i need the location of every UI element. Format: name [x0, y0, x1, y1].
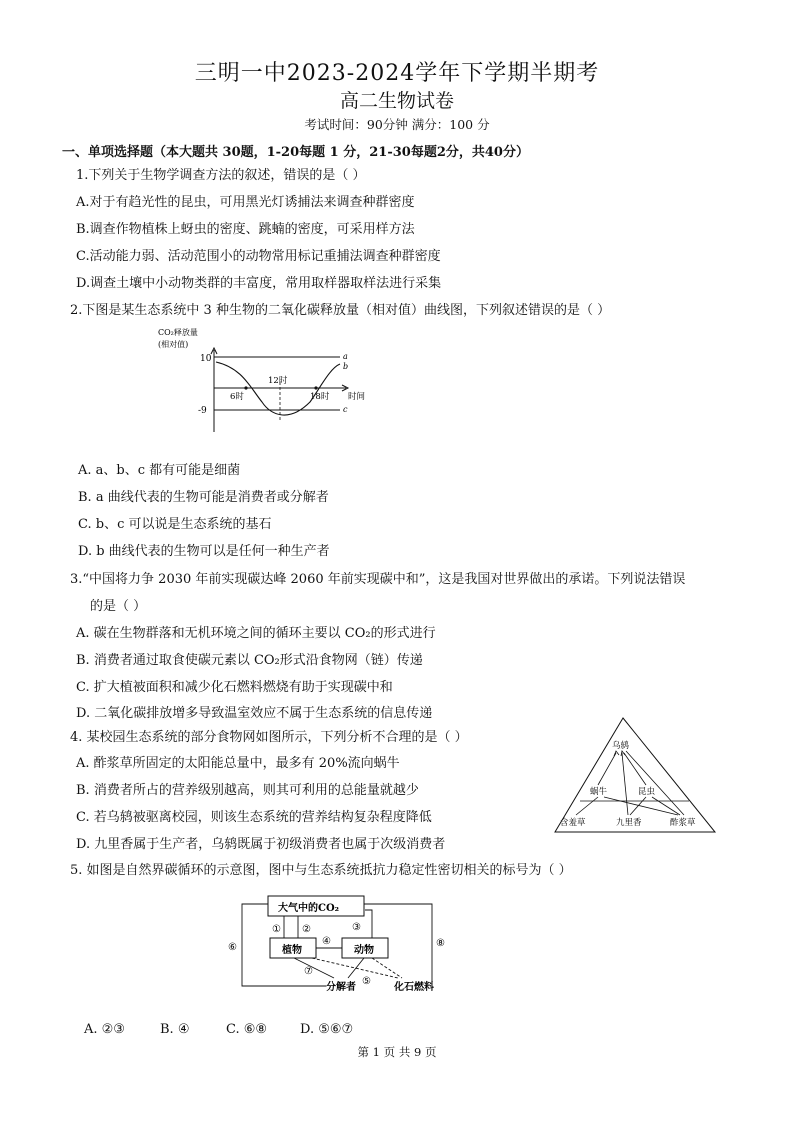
graph-tick-10: 10: [200, 354, 212, 364]
co2-release-graph: [150, 322, 370, 442]
label-animal: 动物: [354, 945, 374, 956]
question-5-option-b: B. ④: [160, 1022, 190, 1037]
marker-8: ⑧: [436, 938, 445, 949]
graph-ylabel-1: CO₂释放量: [158, 328, 198, 337]
question-3-option-c: C. 扩大植被面积和减少化石燃料燃烧有助于实现碳中和: [76, 680, 393, 695]
question-2-option-a: A. a、b、c 都有可能是细菌: [78, 463, 241, 478]
web-label-murraya: 九里香: [616, 818, 642, 828]
curve-b: [216, 362, 340, 415]
marker-2: ②: [302, 924, 311, 935]
question-5-option-a: A. ②③: [84, 1022, 125, 1037]
web-label-oxalis: 酢浆草: [670, 818, 696, 828]
question-2-option-c: C. b、c 可以说是生态系统的基石: [78, 517, 272, 532]
question-5-option-d: D. ⑤⑥⑦: [300, 1022, 354, 1037]
question-2-stem: 2.下图是某生态系统中 3 种生物的二氧化碳释放量（相对值）曲线图，下列叙述错误的是（ ）: [70, 303, 611, 318]
graph-point-6h: [244, 386, 247, 389]
question-3-stem-line1: 3.“中国将力争 2030 年前实现碳达峰 2060 年前实现碳中和”，这是我国对世界做出的承诺。下列说法错误: [70, 572, 686, 587]
graph-xlabel: 时间: [348, 392, 366, 402]
question-2-option-d: D. b 曲线代表的生物可以是任何一种生产者: [78, 544, 330, 559]
marker-6: ⑥: [228, 942, 237, 953]
question-5-stem: 5. 如图是自然界碳循环的示意图，图中与生态系统抵抗力稳定性密切相关的标号为（ ）: [70, 863, 572, 878]
web-label-mimosa: 含羞草: [560, 818, 586, 828]
question-1-option-b: B.调查作物植株上蚜虫的密度、跳蝻的密度，可采用样方法: [76, 222, 415, 237]
question-4-option-a: A. 酢浆草所固定的太阳能总量中，最多有 20%流向蜗牛: [76, 756, 400, 771]
question-3-option-a: A. 碳在生物群落和无机环境之间的循环主要以 CO₂的形式进行: [76, 626, 436, 641]
question-2-option-b: B. a 曲线代表的生物可能是消费者或分解者: [78, 490, 329, 505]
exam-title: 三明一中2023-2024学年下学期半期考: [194, 61, 600, 86]
question-5-option-c: C. ⑥⑧: [226, 1022, 268, 1037]
marker-3: ③: [352, 922, 361, 933]
question-3-stem-line2: 的是（ ）: [90, 599, 147, 614]
section-heading: 一、单项选择题（本大题共 30题，1-20每题 1 分，21-30每题2分，共40分）: [62, 145, 529, 160]
label-plant: 植物: [282, 945, 302, 956]
graph-label-b: b: [343, 362, 349, 371]
question-4-stem: 4. 某校园生态系统的部分食物网如图所示，下列分析不合理的是（ ）: [70, 730, 468, 745]
marker-7: ⑦: [304, 966, 313, 977]
graph-label-6h: 6时: [230, 392, 244, 402]
exam-info: 考试时间：90分钟 满分：100 分: [304, 117, 490, 132]
graph-label-c: c: [343, 405, 348, 414]
food-web-triangle: [555, 718, 715, 832]
web-label-insect: 昆虫: [638, 787, 656, 797]
label-atmosphere: 大气中的CO₂: [278, 903, 340, 914]
graph-label-12h: 12时: [268, 376, 288, 386]
question-1-stem: 1.下列关于生物学调查方法的叙述，错误的是（ ）: [76, 168, 366, 183]
marker-4: ④: [322, 936, 331, 947]
graph-ylabel-2: (相对值): [158, 340, 189, 349]
question-1-option-c: C.活动能力弱、活动范围小的动物常用标记重捕法调查种群密度: [76, 249, 441, 264]
carbon-cycle-diagram: [222, 890, 458, 1000]
page-number: 第 1 页 共 9 页: [357, 1045, 437, 1059]
question-1-option-a: A.对于有趋光性的昆虫，可用黑光灯诱捕法来调查种群密度: [76, 195, 415, 210]
question-4-option-d: D. 九里香属于生产者，乌鸫既属于初级消费者也属于次级消费者: [76, 837, 446, 852]
marker-1: ①: [272, 924, 281, 935]
label-fossil-fuel: 化石燃料: [394, 982, 434, 993]
graph-point-18h: [314, 386, 317, 389]
graph-tick-neg9: -9: [198, 406, 207, 416]
question-4-option-b: B. 消费者所占的营养级别越高，则其可利用的总能量就越少: [76, 783, 419, 798]
question-1-option-d: D.调查土壤中小动物类群的丰富度，常用取样器取样法进行采集: [76, 276, 442, 291]
label-decomposer: 分解者: [326, 982, 356, 993]
question-3-option-b: B. 消费者通过取食使碳元素以 CO₂形式沿食物网（链）传递: [76, 653, 423, 668]
question-3-option-d: D. 二氧化碳排放增多导致温室效应不属于生态系统的信息传递: [76, 706, 433, 721]
web-label-snail: 蜗牛: [590, 787, 608, 797]
food-web-diagram: [552, 715, 718, 837]
graph-label-a: a: [343, 352, 348, 361]
marker-5: ⑤: [362, 976, 371, 987]
web-label-top: 乌鸫: [612, 741, 630, 751]
graph-label-18h: 18时: [310, 392, 330, 402]
food-web-arrows: [576, 751, 684, 815]
question-4-option-c: C. 若乌鸫被驱离校园，则该生态系统的营养结构复杂程度降低: [76, 810, 432, 825]
exam-subtitle: 高二生物试卷: [339, 90, 454, 112]
